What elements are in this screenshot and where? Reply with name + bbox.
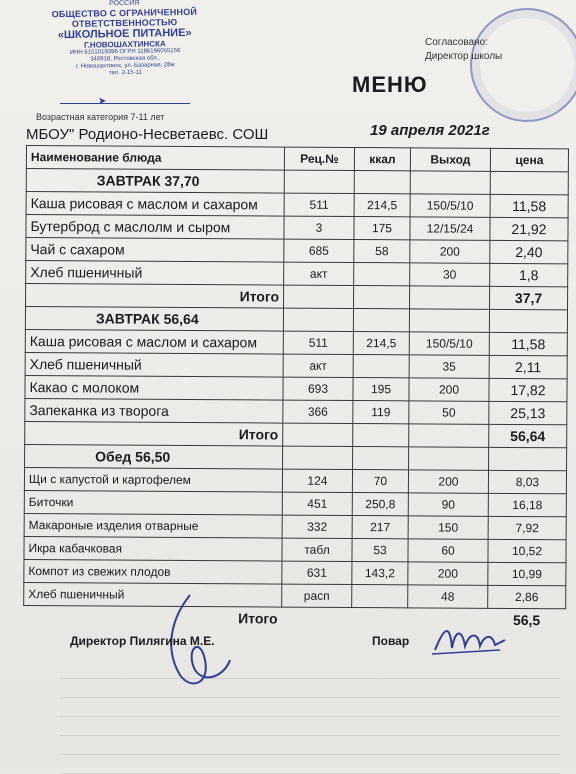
school-seal-icon: [470, 8, 576, 122]
approval-role: Директор школы: [425, 51, 503, 62]
kcal: 214,5: [353, 332, 409, 355]
table-row: [24, 467, 566, 493]
table-row: [26, 192, 568, 218]
dish-name: Чай с сахаром: [26, 238, 284, 263]
price: 8,03: [488, 470, 566, 493]
header-name: Наименование блюда: [26, 146, 284, 171]
section-title-row: [25, 444, 567, 470]
yield: 200: [408, 562, 488, 585]
total-row: [26, 284, 568, 310]
kcal: 217: [352, 515, 408, 538]
recipe-number: акт: [283, 354, 353, 377]
table-row: [26, 215, 568, 241]
total-value: 56,64: [489, 424, 567, 447]
table-row: [25, 352, 567, 378]
table-row: [25, 329, 567, 355]
yield: 150/5/10: [409, 332, 489, 355]
recipe-number: 511: [284, 193, 354, 216]
recipe-number: акт: [284, 262, 354, 285]
yield: 60: [408, 539, 488, 562]
director-line: Директор Пилягина М.Е.: [70, 634, 215, 648]
price: 10,99: [488, 562, 566, 585]
price: 11,58: [489, 332, 567, 355]
recipe-number: табл: [282, 538, 352, 561]
kcal: [354, 263, 410, 286]
stamp-org-name: «ШКОЛЬНОЕ ПИТАНИЕ»: [57, 26, 192, 42]
yield: 90: [408, 493, 488, 516]
section-title-row: [26, 169, 568, 195]
dish-name: Хлеб пшеничный: [25, 352, 283, 377]
yield: 150/5/10: [410, 194, 490, 217]
price: 10,52: [488, 539, 566, 562]
kcal: 250,8: [352, 493, 408, 516]
price: 2,40: [490, 240, 568, 263]
total-label: Итого: [26, 284, 284, 309]
yield: 48: [408, 585, 488, 608]
approval-block: [425, 36, 502, 64]
approval-label: Согласовано:: [425, 37, 488, 48]
kcal: 58: [354, 240, 410, 263]
kcal: 70: [352, 470, 408, 493]
price: 16,18: [488, 493, 566, 516]
kcal: 195: [353, 378, 409, 401]
stamp-org-type-1: ОБЩЕСТВО С ОГРАНИЧЕННОЙ: [51, 6, 198, 20]
cook-signature-icon: [430, 620, 510, 660]
table-row: [25, 398, 567, 424]
stamp-ids: ИНН 6151019396 ОГРН 1186196055156: [69, 48, 181, 56]
recipe-number: 332: [282, 515, 352, 538]
table-row: [24, 582, 566, 608]
stamp-underline: [60, 103, 190, 104]
recipe-number: 693: [283, 377, 353, 400]
menu-date: 19 апреля 2021г: [370, 122, 490, 139]
recipe-number: 685: [284, 239, 354, 262]
table-row: [26, 238, 568, 264]
section-title: Обед 56,50: [25, 444, 283, 469]
recipe-number: 124: [282, 469, 352, 492]
dish-name: Каша рисовая с маслом и сахаром: [26, 192, 284, 217]
kcal: 53: [352, 538, 408, 561]
kcal: [353, 355, 409, 378]
table-row: [24, 513, 566, 539]
total-label: Итого: [25, 421, 283, 446]
stamp-country: РОССИЯ: [109, 0, 140, 8]
dish-name: Щи с капустой и картофелем: [24, 467, 282, 492]
recipe-number: 366: [283, 400, 353, 423]
table-row: [26, 261, 568, 287]
dish-name: Икра кабачковая: [24, 536, 282, 561]
table-row: [24, 490, 566, 516]
recipe-number: 631: [282, 561, 352, 584]
table-row: [24, 536, 566, 562]
table-row: [25, 375, 567, 401]
price: 2,86: [488, 585, 566, 608]
total-value: 56,5: [512, 611, 541, 629]
dish-name: Биточки: [24, 490, 282, 515]
recipe-number: 3: [284, 216, 354, 239]
kcal: 175: [354, 217, 410, 240]
recipe-number: 511: [283, 331, 353, 354]
bleed-through-lines: [60, 660, 560, 768]
price: 17,82: [489, 378, 567, 401]
yield: 50: [409, 401, 489, 424]
age-category: Возрастная категория 7-11 лет: [36, 112, 165, 122]
table-header-row: [26, 146, 568, 172]
menu-table: [23, 145, 569, 631]
dish-name: Компот из свежих плодов: [24, 559, 282, 584]
yield: 150: [408, 516, 488, 539]
stamp-city: Г.НОВОШАХТИНСКА: [84, 39, 166, 50]
dish-name: Бутерброд с маслолм и сыром: [26, 215, 284, 240]
price: 1,8: [490, 263, 568, 286]
stamp-address-1: 346918, Ростовская обл.,: [90, 55, 161, 63]
section-title: ЗАВТРАК 56,64: [25, 307, 283, 332]
header-recipe: Рец.№: [284, 147, 354, 170]
yield: 200: [408, 470, 488, 493]
recipe-number: 451: [282, 492, 352, 515]
header-kcal: ккал: [354, 148, 410, 171]
total-value: 37,7: [490, 286, 568, 309]
stamp-address-2: г. Новошахтинск, ул. Базарная, 28ж: [75, 62, 175, 70]
price: 2,11: [489, 355, 567, 378]
recipe-number: расп: [282, 584, 352, 607]
kcal: 214,5: [354, 194, 410, 217]
section-title-row: [25, 307, 567, 333]
total-row: [25, 421, 567, 447]
price: 11,58: [490, 194, 568, 217]
yield: 12/15/24: [410, 217, 490, 240]
company-stamp: [29, 0, 221, 102]
dish-name: Хлеб пшеничный: [26, 261, 284, 286]
cook-line: Повар: [372, 634, 410, 648]
yield: 200: [409, 378, 489, 401]
yield: 200: [410, 240, 490, 263]
dish-name: Запеканка из творога: [25, 398, 283, 423]
price: 25,13: [489, 401, 567, 424]
page-title: МЕНЮ: [352, 72, 428, 97]
header-yield: Выход: [410, 148, 490, 171]
kcal: [352, 584, 408, 607]
school-name: МБОУ" Родионо-Несветаевс. СОШ: [26, 126, 269, 143]
yield: 30: [410, 263, 490, 286]
dish-name: Макароные изделия отварные: [24, 513, 282, 538]
section-title: ЗАВТРАК 37,70: [26, 169, 284, 194]
dish-name: Каша рисовая с маслом и сахаром: [25, 329, 283, 354]
total-label: Итого: [238, 610, 278, 627]
dish-name: Какао с молоком: [25, 375, 283, 400]
price: 7,92: [488, 516, 566, 539]
stamp-phone: тел. 2-15-11: [108, 69, 142, 77]
stamp-org-type-2: ОТВЕТСТВЕННОСТЬЮ: [71, 17, 178, 29]
kcal: 119: [353, 401, 409, 424]
kcal: 143,2: [352, 561, 408, 584]
header-price: цена: [490, 148, 568, 171]
table-row: [24, 559, 566, 585]
yield: 35: [409, 355, 489, 378]
dish-name: Хлеб пшеничный: [24, 582, 282, 607]
price: 21,92: [490, 217, 568, 240]
stamp-arrow-icon: ➤: [98, 96, 107, 107]
